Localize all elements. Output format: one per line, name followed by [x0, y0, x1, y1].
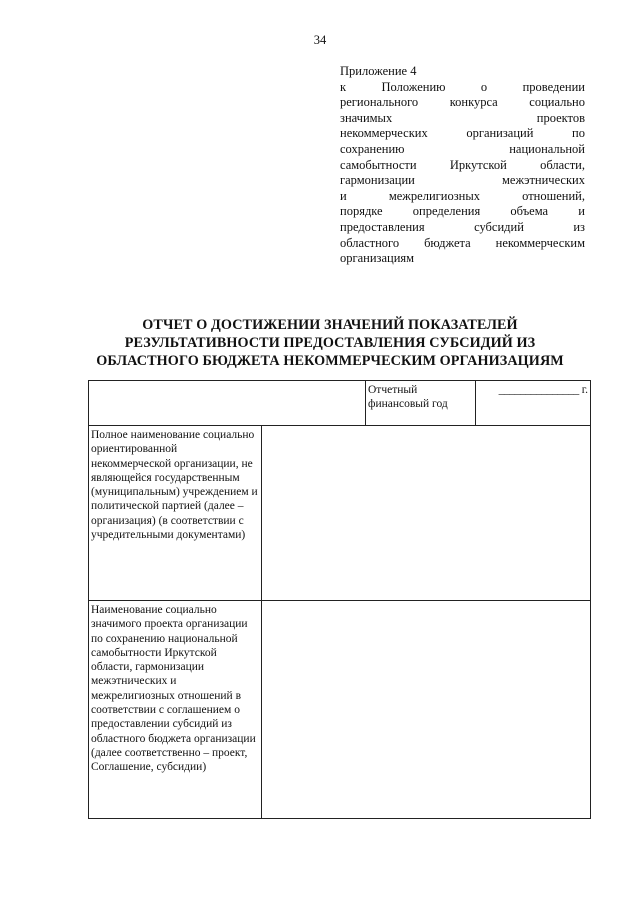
report-title-line: РЕЗУЛЬТАТИВНОСТИ ПРЕДОСТАВЛЕНИЯ СУБСИДИЙ ИЗ	[124, 335, 536, 351]
reporting-year-suffix: г.	[578, 384, 588, 396]
appendix-word: по	[572, 126, 585, 141]
page-number: 34	[313, 33, 327, 47]
organization-name-value[interactable]	[262, 426, 591, 601]
appendix-word: гармонизации	[340, 173, 415, 188]
appendix-line	[340, 189, 585, 205]
appendix-word: и	[578, 204, 585, 219]
report-title-line: ОТЧЕТ О ДОСТИЖЕНИИ ЗНАЧЕНИЙ ПОКАЗАТЕЛЕЙ	[142, 317, 518, 333]
appendix-line	[340, 80, 585, 96]
report-title	[70, 316, 590, 370]
reporting-year-field[interactable]	[476, 381, 591, 426]
project-name-value[interactable]	[262, 601, 591, 819]
empty-header-cell	[89, 381, 366, 426]
appendix-word: национальной	[509, 141, 585, 156]
appendix-word: о	[480, 79, 488, 94]
appendix-word: определения	[412, 204, 481, 219]
appendix-line	[340, 220, 585, 236]
reporting-year-blank: _______________	[498, 384, 579, 396]
appendix-word: самобытности	[340, 157, 417, 172]
appendix-word: проектов	[536, 110, 585, 125]
appendix-word: Иркутской	[449, 157, 507, 172]
report-title-line: ОБЛАСТНОГО БЮДЖЕТА НЕКОММЕРЧЕСКИМ ОРГАНИЗАЦИЯМ	[96, 353, 564, 369]
appendix-line	[340, 158, 585, 174]
appendix-word: сохранению	[340, 141, 405, 156]
appendix-line	[340, 111, 585, 127]
reporting-year-row	[89, 381, 591, 426]
organization-name-label: Полное наименование социально ориентированной некоммерческой организации, не являющейся государственным (муниципальным) учреждением и политической партией (далее – организация) (в соответствии с учредительными документами)	[89, 426, 262, 601]
appendix-line	[340, 142, 585, 158]
appendix-title: Приложение 4	[340, 64, 417, 78]
appendix-word: области,	[540, 157, 585, 172]
appendix-word: бюджета	[424, 235, 471, 250]
appendix-line	[340, 204, 585, 220]
appendix-word: и	[340, 188, 347, 203]
appendix-word: организаций	[466, 126, 534, 141]
appendix-word: межрелигиозных	[388, 188, 480, 203]
appendix-line	[340, 173, 585, 189]
appendix-word: объема	[510, 204, 549, 219]
table-row	[89, 426, 591, 601]
appendix-word: областного	[340, 235, 400, 250]
appendix-line	[340, 95, 585, 111]
appendix-word: организациям	[340, 251, 415, 266]
appendix-word: регионального	[340, 95, 419, 110]
table-row	[89, 601, 591, 819]
appendix-word: отношений,	[522, 188, 585, 203]
appendix-word: из	[573, 219, 585, 234]
appendix-word: проведении	[522, 79, 585, 94]
appendix-line	[340, 126, 585, 142]
appendix-body	[340, 80, 585, 267]
appendix-header	[340, 64, 585, 267]
appendix-word: некоммерческим	[495, 235, 585, 250]
appendix-word: социально	[529, 95, 585, 110]
appendix-word: конкурса	[449, 95, 498, 110]
appendix-word: порядке	[340, 204, 383, 219]
report-table	[88, 380, 591, 819]
project-name-label: Наименование социально значимого проекта организации по сохранению национальной самобытности Иркутской области, гармонизации межэтнических и межрелигиозных отношений в соответствии с соглашением о предоставлении субсидий из областного бюджета организации (далее соответственно – проект, Соглашение, субсидии)	[89, 601, 262, 819]
reporting-year-label: Отчетный финансовый год	[366, 381, 476, 426]
appendix-word: значимых	[340, 110, 393, 125]
appendix-line	[340, 236, 585, 252]
appendix-word: к	[340, 79, 347, 94]
appendix-word: субсидий	[474, 219, 524, 234]
appendix-word: предоставления	[340, 219, 425, 234]
appendix-word: межэтнических	[501, 173, 585, 188]
appendix-word: Положению	[381, 79, 446, 94]
appendix-word: некоммерческих	[340, 126, 428, 141]
appendix-line	[340, 251, 585, 267]
